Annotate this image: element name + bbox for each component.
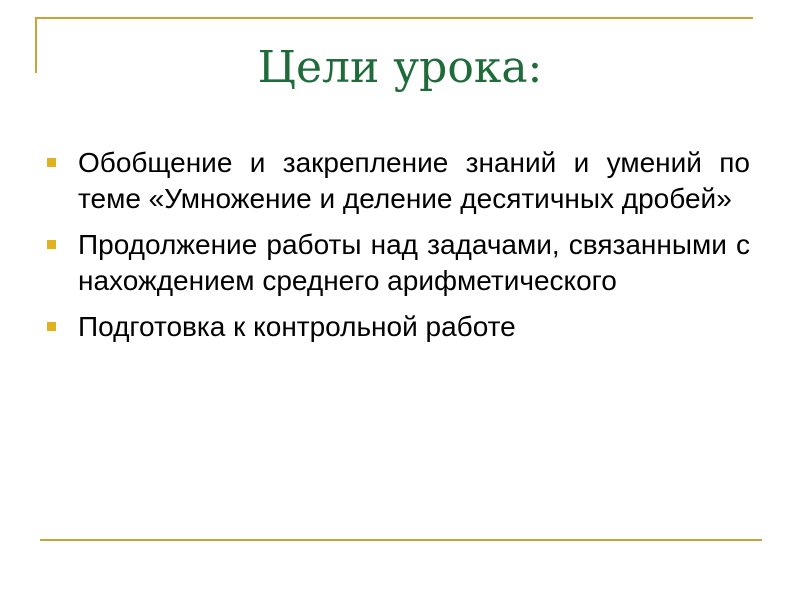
bullet-text: Обобщение и закрепление знаний и умений по теме «Умножение и деление десятичных дробей» [78, 147, 750, 214]
bullet-list [44, 145, 750, 355]
bullet-item [44, 227, 750, 299]
bullet-item [44, 145, 750, 217]
frame-top-line [35, 17, 753, 19]
square-bullet-icon [47, 158, 56, 167]
slide-title: Цели урока: [257, 42, 543, 93]
bullet-item [44, 309, 750, 345]
bullet-text: Продолжение работы над задачами, связанными с нахождением среднего арифметического [78, 229, 750, 296]
square-bullet-icon [47, 322, 56, 331]
square-bullet-icon [47, 240, 56, 249]
frame-bottom-line [40, 539, 762, 541]
bullet-text: Подготовка к контрольной работе [78, 311, 516, 342]
